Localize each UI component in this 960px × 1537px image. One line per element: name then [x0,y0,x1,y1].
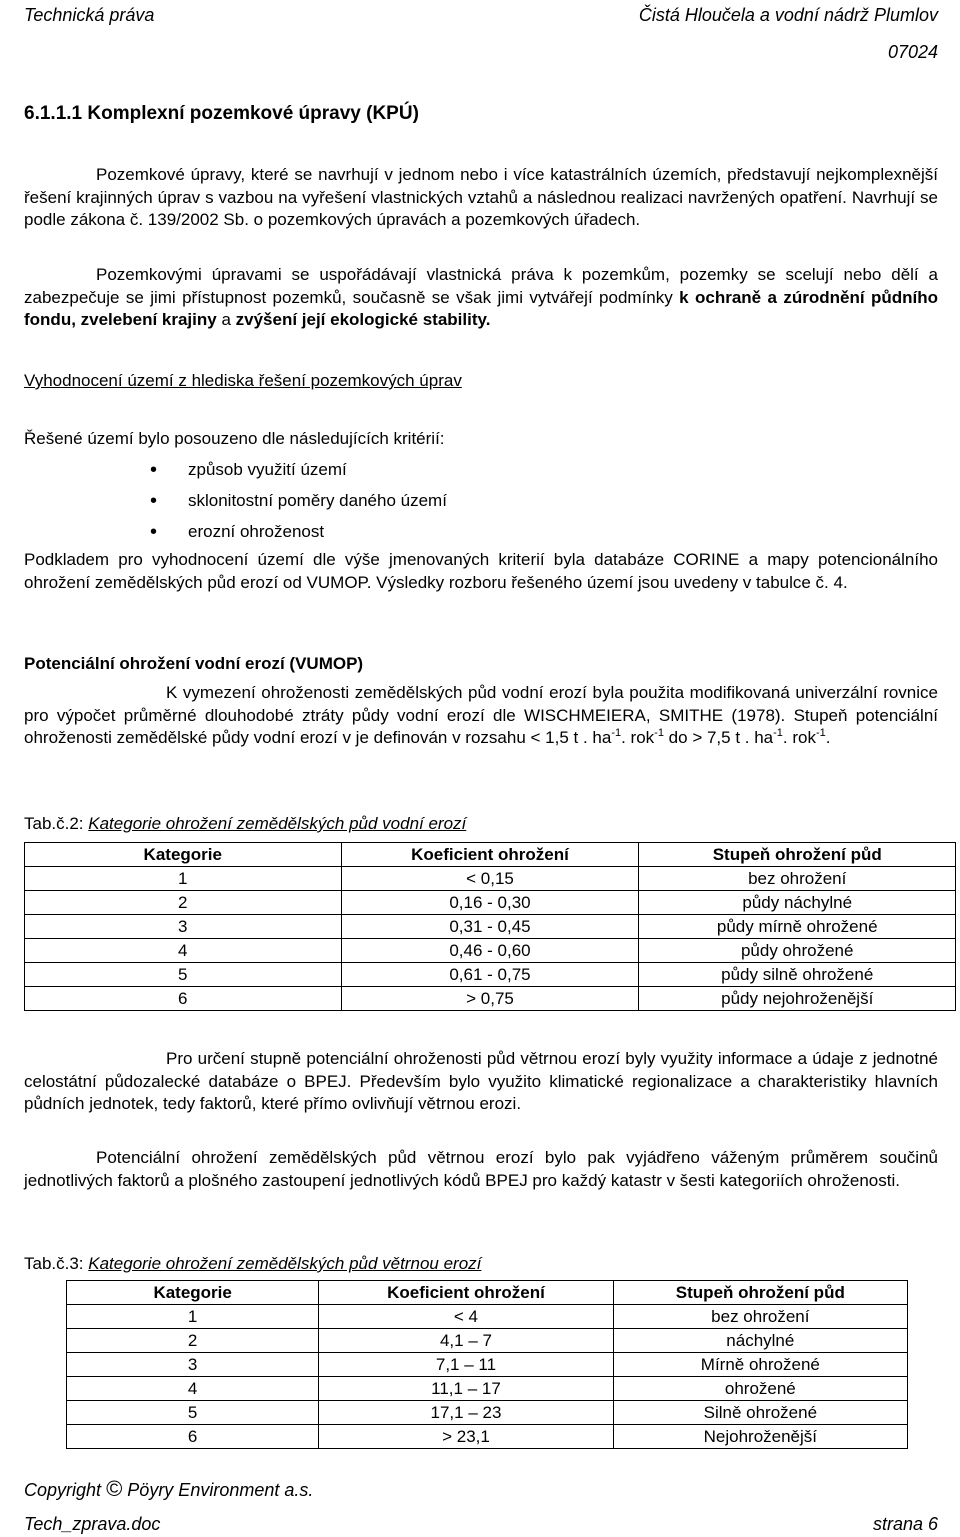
table-cell: 1 [67,1305,319,1329]
table-cell: půdy nejohroženější [639,987,956,1011]
table-row [25,867,956,891]
table-cell: < 0,15 [341,867,639,891]
table-header-cell: Stupeň ohrožení půd [639,843,956,867]
table3-caption: Tab.č.3: Kategorie ohrožení zemědělských půd větrnou erozí [24,1254,482,1273]
table-cell: 0,61 - 0,75 [341,963,639,987]
table2-caption: Tab.č.2: Kategorie ohrožení zemědělských půd vodní erozí [24,814,467,833]
criteria-list [150,459,447,552]
table-cell: 6 [67,1425,319,1449]
table-row [25,987,956,1011]
copyright-line [24,1476,313,1502]
table-cell: ohrožené [613,1377,907,1401]
table2 [24,842,956,1011]
table-header-cell: Stupeň ohrožení půd [613,1281,907,1305]
table-cell: 0,16 - 0,30 [341,891,639,915]
table-row [25,891,956,915]
table-cell: Silně ohrožené [613,1401,907,1425]
intro-paragraph-2: Pozemkovými úpravami se uspořádávají vlastnická práva k pozemkům, pozemky se scelují nebo dělí a zabezpečuje se jimi přístupnost pozemků, současně se však jimi vytvářejí podmínky k ochraně a zúrodnění půdního fondu, zvelebení krajiny a zvýšení její ekologické stability. [24,265,938,329]
table-row [67,1329,908,1353]
table-cell: 0,31 - 0,45 [341,915,639,939]
wind-erosion-paragraph-1: Pro určení stupně potenciální ohroženosti půd větrnou erozí byly využity informace a údaje z jednotné celostátní půdozalecké databáze o BPEJ. Především bylo využito klimatické regionalizace a charakteristiky hlavních půdních jednotek, tedy faktorů, které přímo ovlivňují větrnou erozi. [24,1049,938,1113]
criteria-item: • způsob využití území [150,459,447,490]
table-cell: 11,1 – 17 [319,1377,613,1401]
table-cell: půdy náchylné [639,891,956,915]
table-header-cell: Koeficient ohrožení [319,1281,613,1305]
table-cell: 1 [25,867,342,891]
table-cell: 17,1 – 23 [319,1401,613,1425]
table-cell: půdy ohrožené [639,939,956,963]
table-header-cell: Kategorie [67,1281,319,1305]
table-header-row [25,843,956,867]
intro-paragraph-1: Pozemkové úpravy, které se navrhují v jednom nebo i více katastrálních územích, představují nejkomplexnější řešení krajinných úprav s vazbou na vyřešení vlastnických vztahů a následnou realizaci navržených opatření. Navrhují se podle zákona č. 139/2002 Sb. o pozemkových úpravách a pozemkových úřadech. [24,165,938,229]
criteria-item: • erozní ohroženost [150,521,447,552]
table-cell: 5 [25,963,342,987]
copyright-label: Copyright [24,1480,102,1500]
table-header-cell: Koeficient ohrožení [341,843,639,867]
water-erosion-text: K vymezení ohroženosti zemědělských půd vodní erozí byla použita modifikovaná univerzální rovnice pro výpočet průměrné dlouhodobé ztráty půdy vodní erozí dle WISCHMEIERA, SMITHE (1978). Stupeň potenciální ohroženosti zemědělské půdy vodní erozí v je definován v rozsahu < 1,5 t . $ha^{-1}$. rok$^{-1}$ do > 7,5 t . $ha^{-1}$. rok$^{-1}$. [24,683,938,747]
table-row [25,915,956,939]
table-cell: 2 [25,891,342,915]
table-row [25,939,956,963]
table-row [67,1401,908,1425]
table-cell: bez ohrožení [613,1305,907,1329]
copyright-icon: © [106,1476,123,1501]
evaluation-lead: Řešené území bylo posouzeno dle následujících kritérií: [24,429,445,448]
table-cell: půdy mírně ohrožené [639,915,956,939]
table-cell: > 0,75 [341,987,639,1011]
table-cell: 4,1 – 7 [319,1329,613,1353]
table-row [25,963,956,987]
header-right: Čistá Hloučela a vodní nádrž Plumlov [638,5,938,25]
criteria-item: • sklonitostní poměry daného území [150,490,447,521]
table-cell: 6 [25,987,342,1011]
table-row [67,1377,908,1401]
table-cell: 5 [67,1401,319,1425]
table-cell: > 23,1 [319,1425,613,1449]
footer-doc-name: Tech_zprava.doc [24,1514,161,1534]
table-cell: < 4 [319,1305,613,1329]
header-left: Technická práva [24,5,155,25]
table-header-cell: Kategorie [25,843,342,867]
table-cell: 0,46 - 0,60 [341,939,639,963]
evaluation-heading: Vyhodnocení území z hlediska řešení pozemkových úprav [24,371,462,390]
table-cell: 7,1 – 11 [319,1353,613,1377]
table-cell: náchylné [613,1329,907,1353]
table-header-row [67,1281,908,1305]
wind-erosion-paragraph-2: Potenciální ohrožení zemědělských půd větrnou erozí bylo pak vyjádřeno váženým průměrem součinů jednotlivých faktorů a plošného zastoupení jednotlivých kódů BPEJ pro každý katastr v šesti kategoriích ohroženosti. [24,1148,938,1190]
table-cell: 4 [25,939,342,963]
table-row [67,1353,908,1377]
footer-page-number: strana 6 [872,1514,938,1534]
header-code: 07024 [887,42,938,62]
table3 [66,1280,908,1449]
table-cell: půdy silně ohrožené [639,963,956,987]
table-cell: bez ohrožení [639,867,956,891]
table-cell: Nejohroženější [613,1425,907,1449]
table-cell: 3 [25,915,342,939]
table-row [67,1425,908,1449]
table-cell: 3 [67,1353,319,1377]
table-cell: Mírně ohrožené [613,1353,907,1377]
water-erosion-heading: Potenciální ohrožení vodní erozí (VUMOP) [24,654,364,673]
evaluation-basis: Podkladem pro vyhodnocení území dle výše jmenovaných kriterií byla databáze CORINE a mapy potencionálního ohrožení zemědělských půd erozí od VUMOP. Výsledky rozboru řešeného území jsou uvedeny v tabulce č. 4. [24,550,938,592]
table-row [67,1305,908,1329]
section-title: 6.1.1.1 Komplexní pozemkové úpravy (KPÚ) [24,103,419,124]
copyright-owner: Pöyry Environment a.s. [127,1480,314,1500]
table-cell: 4 [67,1377,319,1401]
table-cell: 2 [67,1329,319,1353]
